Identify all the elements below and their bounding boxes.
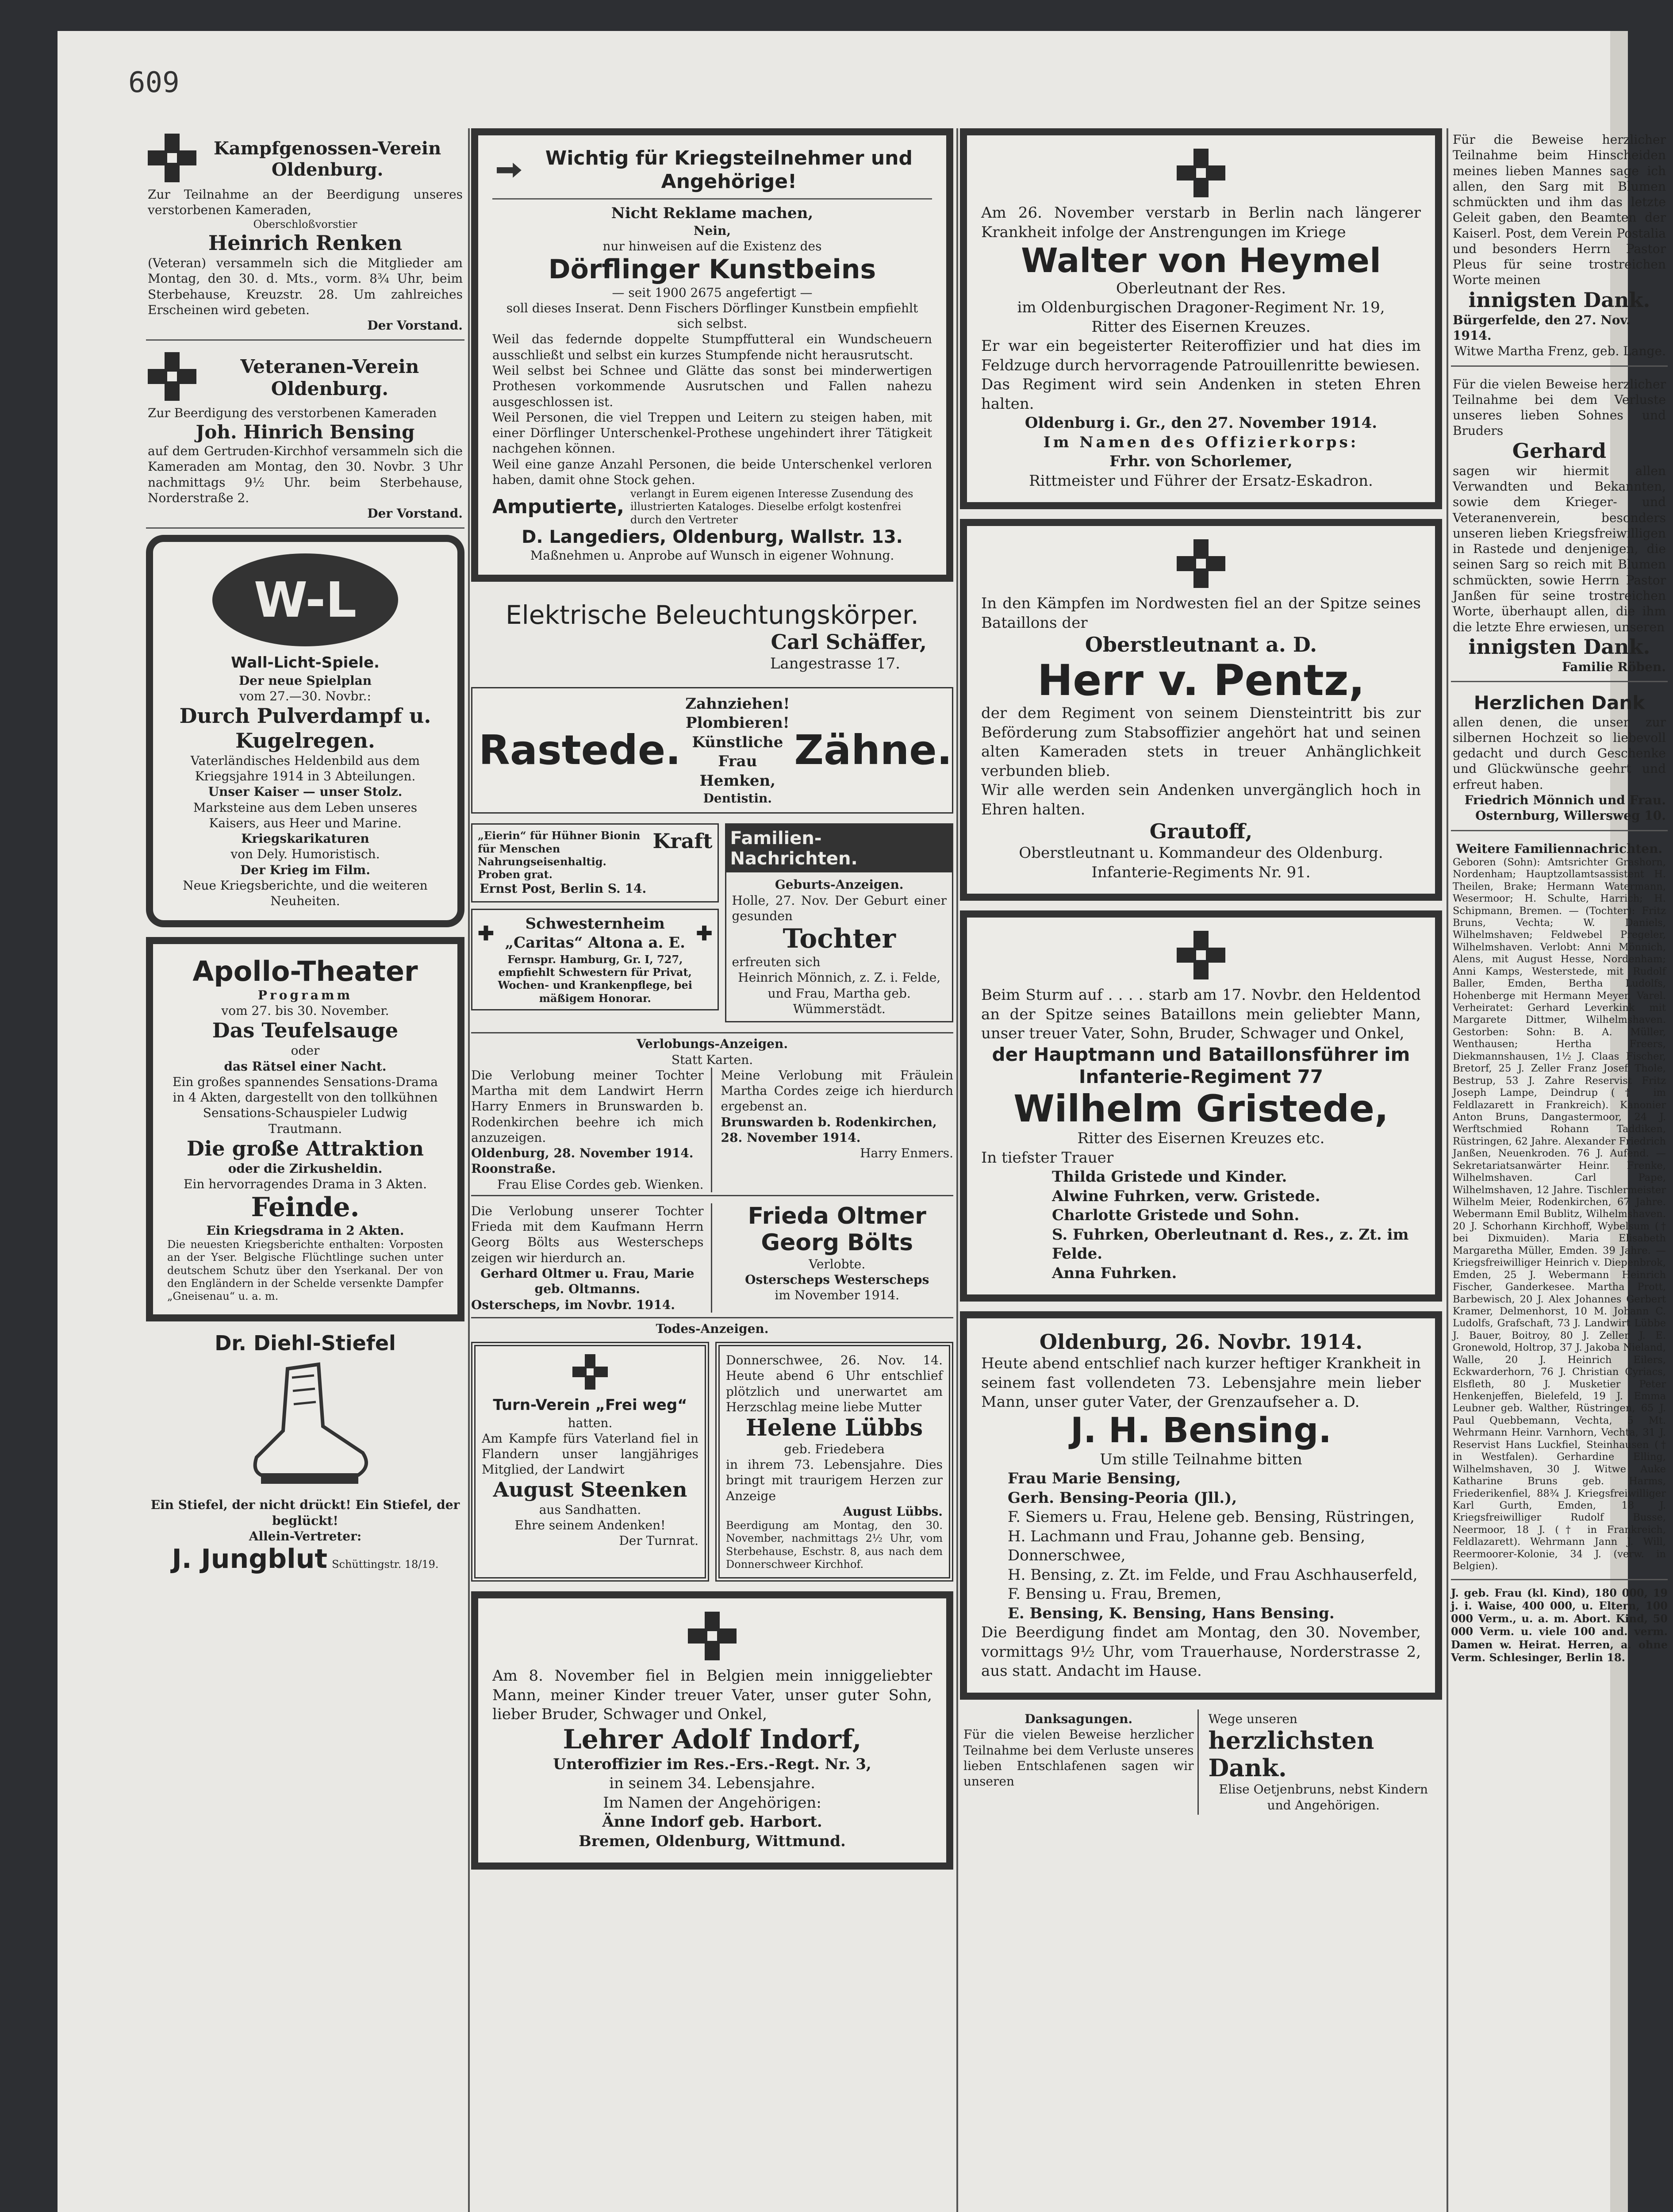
ad-line: Programm <box>257 987 353 1002</box>
ad-place: Brunswarden b. Rodenkirchen, 28. November 1914. <box>721 1114 937 1145</box>
ad-line: hatten. <box>568 1415 613 1430</box>
section-subhead: Statt Karten. <box>671 1052 753 1067</box>
ad-text: Neue Kriegsberichte, und die weiteren Neuheiten. <box>183 878 428 909</box>
row-danksagungen <box>960 1709 1442 1815</box>
ad-text: Die Verlobung meiner Tochter Martha mit dem Landwirt Herrn Harry Enmers in Brunswarden b. Rodenkirchen beehre ich mich anzuzeigen. <box>471 1068 704 1145</box>
ad-text: Fernspr. Hamburg, Gr. I, 727, empfiehlt Schwestern für Privat, Wochen- und Krankenpflege, bei mäßigem Honorar. <box>498 952 692 1005</box>
ad-line: Verlobte. <box>809 1256 866 1271</box>
firm-address: Langestrasse 17. <box>770 655 900 673</box>
birth-title: Tochter <box>783 923 896 955</box>
ad-text: Beerdigung am Montag, den 30. November, nachmittags 2½ Uhr, vom Sterbehause, Eschstr. 8, aus nach dem Donnerschweer Kirchhof. <box>726 1519 943 1571</box>
ad-signature: Grautoff, <box>1149 819 1253 844</box>
ad-line: Plombieren! <box>686 714 790 732</box>
mourner: Gerh. Bensing-Peoria (Jll.), <box>1008 1489 1237 1507</box>
ad-text: Holle, 27. Nov. Der Geburt einer gesunden <box>732 893 947 923</box>
ad-veteranen <box>146 347 464 529</box>
ad-text: (Veteran) versammeln sich die Mitglieder am Montag, den 30. d. Mts., vorm. 8¾ Uhr, beim Sterbehause, Kreuzstr. 28. Um zahlreiches Erscheinen wird gebeten. <box>148 255 463 317</box>
ad-eierin <box>471 823 719 902</box>
mourner: Alwine Fuhrken, verw. Gristede. <box>1052 1187 1320 1205</box>
ad-heymel <box>960 128 1442 509</box>
ad-signature: Änne Indorf geb. Harbort. <box>602 1813 822 1831</box>
section-subhead: Geburts-Anzeigen. <box>775 877 904 892</box>
iron-cross-icon <box>1177 931 1225 979</box>
section-subhead: Weitere Familiennachrichten. <box>1456 841 1663 856</box>
ad-line: der Hauptmann und Bataillonsführer im Infanterie-Regiment 77 <box>992 1043 1410 1088</box>
section-subhead: Danksagungen. <box>1025 1711 1133 1726</box>
ad-reason: Weil selbst bei Schnee und Glätte das sonst bei minderwertigen Prothesen vorkommende Ausrutschen und Fallen nahezu ausgeschlossen ist. <box>492 363 932 409</box>
row-death-notices <box>471 1342 953 1591</box>
ad-line: Im Namen der Angehörigen: <box>603 1793 821 1812</box>
mourner: E. Bensing, K. Bensing, Hans Bensing. <box>1008 1604 1335 1622</box>
divider <box>492 198 932 200</box>
iron-cross-icon <box>148 352 191 401</box>
page-number: 609 <box>128 66 180 99</box>
ad-role: Oberschloßvorstier <box>253 218 357 230</box>
ad-place: Bürgerfelde, den 27. Nov. 1914. <box>1453 312 1631 343</box>
deceased-name: Gerhard <box>1512 438 1607 463</box>
dentist-profession: Dentistin. <box>703 791 772 806</box>
ad-signature-rank: Oberstleutnant u. Kommandeur des Oldenburg. Infanterie-Regiments Nr. 91. <box>1019 844 1383 881</box>
ad-line: Ritter des Eisernen Kreuzes. <box>1091 318 1311 336</box>
thanks-title: innigsten Dank. <box>1468 288 1650 312</box>
film-title: Die große Attraktion <box>186 1136 424 1160</box>
ad-address: Ernst Post, Berlin S. 14. <box>480 881 647 896</box>
ad-text: allen denen, die unser zur silbernen Hochzeit so liebevoll gedacht und durch Geschenke und Glückwünsche geehrt und erfreut haben. <box>1453 714 1666 792</box>
mourner: Frau Marie Bensing, <box>1008 1470 1181 1488</box>
ad-beleuchtung <box>471 591 953 687</box>
ad-text: Zur Teilnahme an der Beerdigung unseres verstorbenen Kameraden, <box>148 187 463 218</box>
ad-text: Zur Beerdigung des verstorbenen Kameraden <box>148 406 437 421</box>
ad-footer: Maßnehmen u. Anprobe auf Wunsch in eigener Wohnung. <box>530 548 894 563</box>
pointing-hand-icon <box>497 163 522 178</box>
ad-text: Für die vielen Beweise herzlicher Teilnahme bei dem Verluste unseres lieben Sohnes und Bruders <box>1453 376 1666 438</box>
ad-bensing <box>960 1311 1442 1700</box>
ad-text: In den Kämpfen im Nordwesten fiel an der Spitze seines Bataillons der <box>981 595 1421 632</box>
ad-title: Turn-Verein „Frei weg“ <box>493 1396 687 1414</box>
brand-name: Dörflinger Kunstbeins <box>548 253 876 285</box>
ad-line: Oberleutnant der Res. <box>1116 279 1286 297</box>
wl-logo: W-L <box>212 553 398 646</box>
ad-line: Unteroffizier im Res.-Ers.-Regt. Nr. 3, <box>553 1755 871 1773</box>
ad-title: Veteranen-Verein Oldenburg. <box>240 355 419 400</box>
ad-title: Apollo-Theater <box>192 955 418 988</box>
ad-signature: Elise Oetjenbruns, nebst Kindern und Angehörigen. <box>1219 1782 1428 1813</box>
ad-text: J. geb. Frau (kl. Kind), 180 000, 19 j. i. Waise, 400 000, u. Eltern, 100 000 Verm., u. a. m. Abort. Kind, 50 000 Verm. u. viele 100 and. verm. Damen w. Heirat. Herren, a. ohne Verm. Schlesinger, Berlin 18. <box>1451 1586 1668 1664</box>
ad-dank-frenz <box>1451 128 1668 367</box>
red-cross-icon: ✚ <box>478 922 494 945</box>
ad-signature-rank: Rittmeister und Führer der Ersatz-Eskadron. <box>1029 472 1373 490</box>
ad-line: in seinem 34. Lebensjahre. <box>609 1774 815 1793</box>
deceased-name: Wilhelm Gristede, <box>1013 1087 1389 1130</box>
column-rule <box>956 128 958 2212</box>
thanks-title: innigsten Dank. <box>1468 634 1650 659</box>
ad-text: Marksteine aus dem Leben unseres Kaisers, aus Heer und Marine. <box>193 800 418 830</box>
agent-address: Schüttingstr. 18/19. <box>332 1558 439 1571</box>
deceased-name: Joh. Hinrich Bensing <box>196 421 415 443</box>
ad-line: Ehre seinem Andenken! <box>514 1518 666 1533</box>
ad-signature: Der Turnrat. <box>619 1533 698 1548</box>
ad-indorf <box>471 1591 953 1870</box>
ad-caritas <box>471 909 719 1010</box>
ad-line: — seit 1900 2675 angefertigt — <box>612 285 813 300</box>
deceased-name: Walter von Heymel <box>1021 241 1381 280</box>
ad-reason: Weil Personen, die viel Treppen und Leitern zu steigen haben, mit einer Dörflinger Unterschenkel-Prothese ungehindert ihrer Tätigkeit nachgehen können. <box>492 410 932 456</box>
ad-apollo-theater <box>146 937 464 1321</box>
column-rule <box>468 128 470 2212</box>
ad-town: Rastede. <box>479 726 681 774</box>
ad-item: Kriegskarikaturen <box>241 831 369 846</box>
section-subhead: Todes-Anzeigen. <box>656 1321 769 1336</box>
ad-headline: Wichtig für Kriegsteilnehmer und Angehörige! <box>545 147 913 193</box>
ad-signature: Der Vorstand. <box>367 318 463 333</box>
ad-date: Oldenburg, 26. Novbr. 1914. <box>1039 1330 1363 1354</box>
ad-signature: Frhr. von Schorlemer, <box>1109 453 1293 471</box>
ad-item: Unser Kaiser — unser Stolz. <box>208 784 403 799</box>
ad-text: Er war ein begeisterter Reiteroffizier und hat dies im Feldzuge durch hervorragende Patrouillenritte bewiesen. <box>981 337 1421 374</box>
ad-pentz <box>960 519 1442 901</box>
ad-line: Wege unseren <box>1208 1711 1297 1726</box>
ad-line: vom 27.—30. Novbr.: <box>239 689 371 704</box>
iron-cross-icon <box>572 1354 608 1390</box>
ad-text: Die Verlobung unserer Tochter Frieda mit dem Kaufmann Herrn Georg Bölts aus Westerscheps zeigen wir hierdurch an. <box>471 1203 704 1265</box>
deceased-name: Heinrich Renken <box>208 230 403 255</box>
ad-dank-roeben <box>1451 373 1668 683</box>
ad-text: erfreuten sich <box>732 955 821 970</box>
ad-kampfgenossen <box>146 128 464 341</box>
ad-text: Vaterländisches Heldenbild aus dem Kriegsjahre 1914 in 3 Abteilungen. <box>190 753 420 783</box>
film-subtitle: Ein Kriegsdrama in 2 Akten. <box>206 1223 404 1238</box>
ad-line: nur hinweisen auf die Existenz des <box>602 239 822 254</box>
ad-keyword: Zähne. <box>794 726 952 774</box>
mourner: Anna Fuhrken. <box>1052 1264 1177 1282</box>
firm-name: Carl Schäffer, <box>771 630 927 654</box>
mourner: F. Siemers u. Frau, Helene geb. Bensing, Rüstringen, <box>1008 1508 1415 1526</box>
mourner: Thilda Gristede und Kinder. <box>1052 1168 1287 1186</box>
thanks-title: herzlichsten Dank. <box>1208 1726 1374 1782</box>
ad-text: Beim Sturm auf . . . . starb am 17. Novbr. den Heldentod an der Spitze seines Bataillons mein geliebter Mann, unser treuer Vater, Sohn, Bruder, Schwager und Onkel, <box>981 986 1421 1043</box>
deceased-name: Lehrer Adolf Indorf, <box>563 1724 862 1755</box>
column-rule <box>1447 128 1448 2212</box>
column-1 <box>146 128 464 2212</box>
iron-cross-icon <box>688 1612 737 1660</box>
ad-text: verlangt in Eurem eigenen Interesse Zusendung des illustrierten Kataloges. Dieselbe erfolgt kostenfrei durch den Vertreter <box>630 488 913 526</box>
ad-line: Oberstleutnant a. D. <box>1085 633 1317 657</box>
section-subhead: Verlobungs-Anzeigen. <box>636 1037 788 1052</box>
boot-illustration-icon <box>234 1360 376 1493</box>
deceased-name: August Steenken <box>493 1477 687 1502</box>
iron-cross-icon <box>148 134 186 182</box>
column-4 <box>1451 128 1668 2212</box>
ad-signature: Familie Röben. <box>1562 660 1666 674</box>
ad-text: Die Beerdigung findet am Montag, den 30. November, vormittags 9½ Uhr, vom Trauerhause, Norderstrasse 2, aus statt. Andacht im Hause. <box>981 1624 1421 1680</box>
ad-line: Um stille Teilnahme bitten <box>1100 1450 1302 1468</box>
ad-heirat <box>1451 1586 1668 1664</box>
ad-date: im November 1914. <box>775 1288 900 1303</box>
ad-line: geb. Friedebera <box>784 1441 885 1456</box>
iron-cross-icon <box>1177 539 1225 588</box>
ad-line: soll dieses Inserat. Denn Fischers Dörflinger Kunstbein empfiehlt sich selbst. <box>506 300 918 331</box>
iron-cross-icon <box>1177 149 1225 197</box>
ad-text: Meine Verlobung mit Fräulein Martha Cordes zeige ich hierdurch ergebenst an. <box>721 1068 953 1114</box>
ad-text: Für die vielen Beweise herzlicher Teilnahme bei dem Verluste unseres lieben Entschlafenen sagen wir unseren <box>963 1727 1194 1789</box>
ad-text: sagen wir hiermit allen Verwandten und Bekannten, sowie dem Krieger- und Veteranenverein, besonders unseren lieben Kriegsfreiwilligen in Rastede und denjenigen, die seinen Sarg so reich mit Blumen schmückten, sowie Herrn Pastor Janßen für seine trostreichen Worte, überhaupt allen, die ihm die letzte Ehre erwiesen, unseren <box>1453 463 1666 634</box>
ad-item: Der Krieg im Film. <box>240 862 370 877</box>
ad-line: aus Sandhatten. <box>539 1502 641 1517</box>
ad-text: Geboren (Sohn): Amtsrichter Grashorn, Nordenham; Hauptzollamtsassistent H. Theilen, Brake; Hermann Watermann, Wesermoor; H. Schulte, Harrich; H. Schipmann, Bremen. — (Tochter): Fritz Bruns, Vechta; W. Daniels, Wilhelmshaven; Feldwebel Pregeler, Wilhelmshaven. Verlobt: Anni Mönnich, Alens, mit August Hesse, Nordenham; Anni Kamps, Westerstede, mit Rudolf Baller, Emden, Bertha Ludolfs, Hohenberge mit Hermann Meyer, Varel. Verheiratet: Gerhard Leverkink mit Margarete Dittmer, Wilhelmshaven. Gestorben: Sohn: B. A. Müller, Wenthausen; Hertha Freers, Diekmannshausen, 1½ J. Claas Fischer, Bretorf, 25 J. Zeller Franz Josef Thole, Bestrup, 53 J. Zahre Reservist Fritz Joseph Lampe, Deindrup († im Feldlazarett in Frankreich). Kanonier Anton Bruns, Dangastermoor, 24 J. Werftschmied Rohann Taddiken, Rüstringen, 62 Jahre. Alexander Friedrich Janßen, Neuenkroden. 76 J. Aufend. — Sekretariatsanwärter Heinr. Frenke, Wilhelmshaven. Carl Pape, Wilhelmshaven, 12 Jahre. Tischlermeister Wilhelm Meier, Rodenkirchen, 67 Jahre. Webermann Emil Bublitz, Wilhelmshaven. 20 J. Schorhann Kirchhoff, Wybelsum († bei Dixmuiden). Maria Elisabeth Margaretha Müller, Emden. 39 Jahre. — Kriegsfreiwilliger Heinrich v. Diepenbrok, Emden, 25 J. Webermann Heinrich Fischer, Ganderkesee. Martha Prott, Barbewisch, 20 J. Alex Johannes Gerbert Kramer, Delmenhorst, 10 M. Johann C. Ludolfs, Grafschaft, 73 J. Landwirt Lübbe J. Bauer, Boitroy, 80 J. Zeller J. E. Gronewold, Holtrop, 37 J. Jakoba Nieland, Walle, 20 J. Heinrich Eilers, Eckwarderhorn, 76 J. Christian Cyriacs, Elsfleth, 80 J. Musketier Peter Henkenjeffen, Bielefeld, 19 J. Emma Leubner geb. Walther, Rüstringen, 65 J. Paul Quebbemann, Vechta, 5 Mt. Wehrmann Heinr. Varnhorn, Vechta, 31 J. Reservist Hans Luckfiel, Steinhausen († in Westfalen). Gerhardine Elling, Wilhelmshaven, 30 J. Witwe Auke Katharine Bruns geb. Harms, Friederikenfiel, 88¾ J. Kriegsfreiwilliger Karl Gurth, Emden, 18 J. Kriegsfreiwilliger Rudolf Busse, Neermoor, 18 J. († in Frankreich, Feldlazarett). Wehrmann Jann J. Will, Reermoorer-Kolonie, 34 J. (verw. in Belgien). <box>1453 856 1666 1572</box>
ad-line: im Oldenburgischen Dragoner-Regiment Nr. 19, <box>1017 299 1385 317</box>
ad-text: Am Kampfe fürs Vaterland fiel in Flandern unser langjähriges Mitglied, der Landwirt <box>482 1431 698 1477</box>
mourner: H. Bensing, z. Zt. im Felde, und Frau Aschhauserfeld, <box>1008 1566 1418 1584</box>
film-title: Feinde. <box>251 1191 360 1223</box>
ad-text: Wir alle werden sein Andenken unvergänglich hoch in Ehren halten. <box>981 781 1421 818</box>
ad-text: Ein hervorragendes Drama in 3 Akten. <box>184 1177 427 1192</box>
deceased-name: Herr v. Pentz, <box>1037 655 1365 705</box>
ad-line: In tiefster Trauer <box>981 1148 1114 1167</box>
ad-line: Im Namen des Offizierkorps: <box>1043 433 1359 451</box>
thanks-title: Herzlichen Dank <box>1473 692 1645 714</box>
dentist-name: Frau Hemken, <box>699 753 776 790</box>
film-title: Durch Pulverdampf u. Kugelregen. <box>179 704 431 753</box>
ad-place: Oldenburg, 28. November 1914. Roonstraße. <box>471 1146 694 1176</box>
ad-text: Ein Stiefel, der nicht drückt! Ein Stiefel, der beglückt! <box>150 1498 460 1528</box>
ad-text: Donnerschwee, 26. Nov. 14. Heute abend 6 Uhr entschlief plötzlich und unerwartet am Herzschlag meine liebe Mutter <box>726 1353 943 1414</box>
ad-line: Allein-Vertreter: <box>249 1529 362 1544</box>
familien-nachrichten <box>725 823 953 1022</box>
ad-signature: August Lübbs. <box>843 1504 943 1519</box>
ad-text: der dem Regiment von seinem Diensteintritt bis zur Beförderung zum Stabsoffizier angehört hat und seinen alten Kameraden stets in treuer Anhänglichkeit verbunden blieb. <box>981 704 1421 780</box>
newspaper-page <box>58 31 1668 2212</box>
ad-text: Die neuesten Kriegsberichte enthalten: Vorposten an der Yser. Belgische Flüchtlinge suchen unter deutschem Schutz über den Yserkanal. Der von den Engländern in der Schelde versenkte Dampfer „Gneisenau“ u. a. m. <box>167 1238 443 1303</box>
ad-gristede <box>960 910 1442 1302</box>
verlobung-oltmer <box>471 1203 953 1318</box>
ad-text: Für die Beweise herzlicher Teilnahme beim Hinscheiden meines lieben Mannes sage ich allen, den Sarg mit Blumen schmückten und ihm das letzte Geleit gaben, den Beamten der Kaiserl. Post, dem Verein Postalia und besonders Herrn Pastor Pleus für seine trostreichen Worte meinen <box>1453 132 1666 288</box>
ad-luebbs <box>715 1342 953 1582</box>
section-banner: Familien-Nachrichten. <box>726 825 952 872</box>
column-3 <box>960 128 1442 2212</box>
ad-text: Das Regiment wird sein Andenken in steten Ehren halten. <box>981 376 1421 413</box>
ad-text: in ihrem 73. Lebensjahre. Dies bringt mit traurigem Herzen zur Anzeige <box>726 1457 943 1503</box>
engaged-names: Frieda Oltmer Georg Bölts <box>748 1202 926 1256</box>
row-small-ads <box>471 823 953 1032</box>
ad-doerflinger-kunstbein <box>471 128 953 582</box>
mourner: F. Bensing u. Frau, Bremen, <box>1008 1585 1222 1603</box>
ad-wall-licht-spiele <box>146 535 464 927</box>
film-title: Das Teufelsauge <box>212 1018 399 1043</box>
ad-text: Am 26. November verstarb in Berlin nach längerer Krankheit infolge der Anstrengungen im Kriege <box>981 204 1421 241</box>
ad-reason: Weil das federnde doppelte Stumpffutteral ein Wundscheuern ausschließt und selbst ein kurzes Stumpfende nicht herausrutscht. <box>492 332 932 362</box>
ad-text: Heute abend entschlief nach kurzer heftiger Krankheit in seinem fast vollendeten 73. Lebensjahre mein lieber Mann, unser guter Vater, der Grenzaufseher a. D. <box>981 1355 1421 1411</box>
ad-signature: Frau Elise Cordes geb. Wienken. <box>497 1177 704 1192</box>
firm-name: D. Langediers, Oldenburg, Wallstr. 13. <box>522 526 903 547</box>
verlobungs-anzeigen <box>471 1032 953 1196</box>
ad-places: Bremen, Oldenburg, Wittmund. <box>579 1832 846 1850</box>
ad-line: Künstliche <box>692 733 783 751</box>
ad-signature: Friedrich Mönnich und Frau. Osternburg, Willersweg 10. <box>1464 792 1666 823</box>
ad-line: Ritter des Eisernen Kreuzes etc. <box>1077 1129 1325 1148</box>
ad-title: Schwesternheim „Caritas“ Altona a. E. <box>505 914 685 952</box>
ad-signature: Der Vorstand. <box>367 506 463 521</box>
red-cross-icon: ✚ <box>696 922 713 945</box>
ad-text: „Eierin“ für Hühner Bionin für Menschen Nahrungseisenhaltig. Proben grat. <box>478 829 641 881</box>
weitere-familiennachrichten <box>1451 837 1668 1580</box>
ad-title: Elektrische Beleuchtungskörper. <box>505 600 919 630</box>
ad-rastede-dentist <box>471 687 953 814</box>
ad-keyword: Kraft <box>652 829 713 853</box>
ad-title: Wall-Licht-Spiele. <box>231 654 380 672</box>
ad-text: von Dely. Humoristisch. <box>230 847 380 862</box>
ad-turnverein <box>471 1342 709 1582</box>
ad-reason: Weil eine ganze Anzahl Personen, die beide Unterschenkel verloren haben, damit ohne Stock gehen. <box>492 457 932 487</box>
mourner: H. Lachmann und Frau, Johanne geb. Bensing, Donnerschwee, <box>1008 1527 1366 1565</box>
mourner: S. Fuhrken, Oberleutnant d. Res., z. Zt. im Felde. <box>1052 1225 1409 1263</box>
ad-text: Ein großes spannendes Sensations-Drama in 4 Akten, dargestellt von den tollkühnen Sensations-Schauspieler Ludwig Trautmann. <box>172 1074 438 1136</box>
ad-line: Zahnziehen! <box>685 695 790 713</box>
film-subtitle: das Rätsel einer Nacht. <box>224 1059 387 1074</box>
deceased-name: J. H. Bensing. <box>1071 1411 1331 1451</box>
film-subtitle: oder die Zirkusheldin. <box>228 1161 383 1176</box>
ad-line: vom 27. bis 30. November. <box>221 1003 389 1018</box>
ad-line: Der neue Spielplan <box>238 673 372 688</box>
ad-dank-moennich <box>1451 688 1668 831</box>
ad-diehl-stiefel <box>146 1331 464 1575</box>
mourner: Charlotte Gristede und Sohn. <box>1052 1206 1300 1225</box>
ad-place: Osterscheps, im Novbr. 1914. <box>471 1297 675 1312</box>
ad-places: Osterscheps Westerscheps <box>745 1272 929 1287</box>
ad-date: Oldenburg i. Gr., den 27. November 1914. <box>1025 414 1378 432</box>
agent-name: J. Jungblut <box>172 1544 328 1575</box>
ad-line: Nicht Reklame machen, <box>611 204 813 222</box>
ad-keyword: Amputierte, <box>492 495 624 518</box>
ad-signature: Witwe Martha Frenz, geb. Lange. <box>1454 344 1666 359</box>
ad-text: auf dem Gertruden-Kirchhof versammeln sich die Kameraden am Montag, den 30. Novbr. 3 Uhr nachmittags 9½ Uhr. beim Sterbehause, Norderstraße 2. <box>148 443 463 505</box>
ad-line: Nein, <box>693 223 731 238</box>
ad-signature: Gerhard Oltmer u. Frau, Marie geb. Oltmanns. <box>480 1266 695 1297</box>
ad-text: Am 8. November fiel in Belgien mein inniggeliebter Mann, meiner Kinder treuer Vater, unser guter Sohn, lieber Bruder, Schwager und Onkel, <box>492 1667 932 1724</box>
column-2 <box>471 128 953 2212</box>
ad-line: oder <box>291 1043 320 1058</box>
ad-title: Dr. Diehl-Stiefel <box>215 1331 396 1356</box>
deceased-name: Helene Lübbs <box>745 1414 923 1442</box>
parents: Heinrich Mönnich, z. Z. i. Felde, und Frau, Martha geb. Wümmerstädt. <box>738 970 941 1016</box>
ad-signature: Harry Enmers. <box>860 1146 953 1161</box>
ad-title: Kampfgenossen-Verein Oldenburg. <box>213 138 441 180</box>
